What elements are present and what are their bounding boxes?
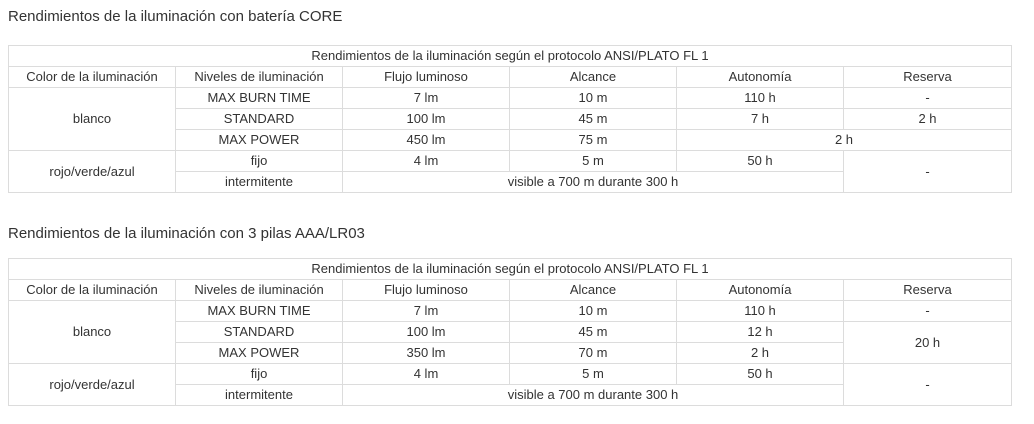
column-header: Autonomía xyxy=(677,280,844,301)
color-cell-white: blanco xyxy=(9,301,176,364)
reserve-cell: - xyxy=(844,151,1012,193)
reserve-cell: 2 h xyxy=(844,109,1012,130)
table-row xyxy=(9,364,1012,385)
range-cell: 45 m xyxy=(510,322,677,343)
performance-table-aaa xyxy=(8,258,1012,406)
column-header: Flujo luminoso xyxy=(343,280,510,301)
section-title: Rendimientos de la iluminación con batería CORE xyxy=(8,8,343,25)
reserve-cell: - xyxy=(844,301,1012,322)
flux-cell: 4 lm xyxy=(343,151,510,172)
section-title: Rendimientos de la iluminación con 3 pilas AAA/LR03 xyxy=(8,225,365,242)
column-header: Reserva xyxy=(844,280,1012,301)
range-cell: 75 m xyxy=(510,130,677,151)
level-cell: intermitente xyxy=(176,385,343,406)
range-cell: 70 m xyxy=(510,343,677,364)
color-cell-rgb: rojo/verde/azul xyxy=(9,151,176,193)
table-row xyxy=(9,46,1012,67)
autonomy-cell: 12 h xyxy=(677,322,844,343)
reserve-cell: - xyxy=(844,364,1012,406)
table-row xyxy=(9,301,1012,322)
autonomy-cell: 110 h xyxy=(677,88,844,109)
table-header-row xyxy=(9,280,1012,301)
range-cell: 10 m xyxy=(510,88,677,109)
color-cell-white: blanco xyxy=(9,88,176,151)
autonomy-cell: 2 h xyxy=(677,343,844,364)
section-core-battery xyxy=(8,6,1011,193)
protocol-header: Rendimientos de la iluminación según el protocolo ANSI/PLATO FL 1 xyxy=(9,46,1012,67)
column-header: Color de la iluminación xyxy=(9,280,176,301)
flux-cell: 100 lm xyxy=(343,322,510,343)
reserve-cell: 20 h xyxy=(844,322,1012,364)
level-cell: MAX BURN TIME xyxy=(176,301,343,322)
blink-merged-cell: visible a 700 m durante 300 h xyxy=(343,385,844,406)
protocol-header: Rendimientos de la iluminación según el protocolo ANSI/PLATO FL 1 xyxy=(9,259,1012,280)
level-cell: fijo xyxy=(176,151,343,172)
table-row xyxy=(9,88,1012,109)
column-header: Color de la iluminación xyxy=(9,67,176,88)
column-header: Flujo luminoso xyxy=(343,67,510,88)
level-cell: fijo xyxy=(176,364,343,385)
flux-cell: 4 lm xyxy=(343,364,510,385)
table-row xyxy=(9,151,1012,172)
table-header-row xyxy=(9,67,1012,88)
autonomy-cell: 7 h xyxy=(677,109,844,130)
flux-cell: 7 lm xyxy=(343,301,510,322)
flux-cell: 450 lm xyxy=(343,130,510,151)
autonomy-cell: 50 h xyxy=(677,151,844,172)
section-aaa-batteries xyxy=(8,223,1011,406)
blink-merged-cell: visible a 700 m durante 300 h xyxy=(343,172,844,193)
range-cell: 45 m xyxy=(510,109,677,130)
flux-cell: 7 lm xyxy=(343,88,510,109)
level-cell: MAX BURN TIME xyxy=(176,88,343,109)
column-header: Niveles de iluminación xyxy=(176,67,343,88)
range-cell: 5 m xyxy=(510,151,677,172)
table-row xyxy=(9,259,1012,280)
flux-cell: 100 lm xyxy=(343,109,510,130)
level-cell: MAX POWER xyxy=(176,130,343,151)
autonomy-reserve-merged-cell: 2 h xyxy=(677,130,1012,151)
autonomy-cell: 110 h xyxy=(677,301,844,322)
autonomy-cell: 50 h xyxy=(677,364,844,385)
level-cell: STANDARD xyxy=(176,109,343,130)
level-cell: STANDARD xyxy=(176,322,343,343)
level-cell: intermitente xyxy=(176,172,343,193)
performance-table-core xyxy=(8,45,1012,193)
column-header: Alcance xyxy=(510,280,677,301)
column-header: Niveles de iluminación xyxy=(176,280,343,301)
column-header: Alcance xyxy=(510,67,677,88)
reserve-cell: - xyxy=(844,88,1012,109)
column-header: Reserva xyxy=(844,67,1012,88)
range-cell: 5 m xyxy=(510,364,677,385)
range-cell: 10 m xyxy=(510,301,677,322)
column-header: Autonomía xyxy=(677,67,844,88)
flux-cell: 350 lm xyxy=(343,343,510,364)
color-cell-rgb: rojo/verde/azul xyxy=(9,364,176,406)
level-cell: MAX POWER xyxy=(176,343,343,364)
